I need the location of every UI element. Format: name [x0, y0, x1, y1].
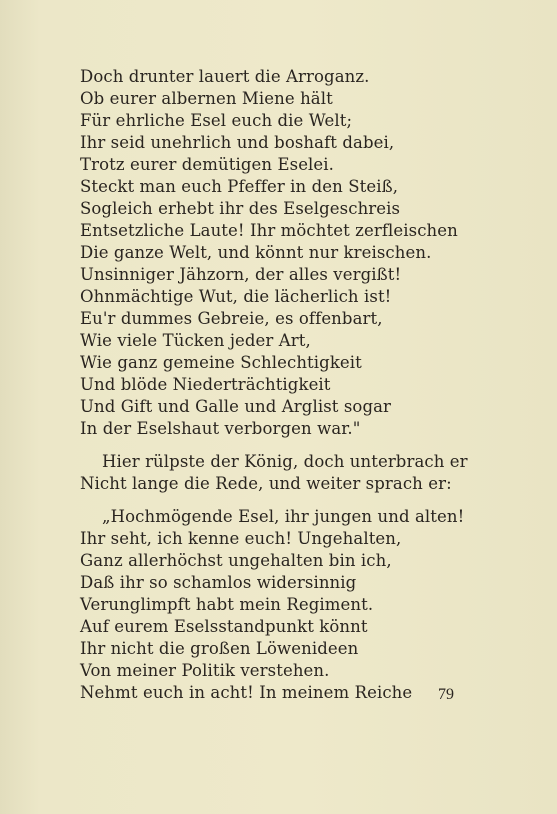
verse-line: Für ehrliche Esel euch die Welt; [80, 111, 353, 130]
verse-line: Die ganze Welt, und könnt nur kreischen. [80, 243, 432, 262]
poem-text [80, 66, 468, 704]
verse-line: Und Gift und Galle und Arglist sogar [80, 397, 392, 416]
verse-line: Von meiner Politik verstehen. [80, 661, 330, 680]
verse-line: Entsetzliche Laute! Ihr möchtet zerfleischen [80, 221, 458, 240]
verse-line: Steckt man euch Pfeffer in den Steiß, [80, 177, 399, 196]
stanza-1 [80, 66, 460, 440]
stanza-2 [80, 451, 468, 495]
stanza-3 [80, 506, 465, 704]
verse-line: Ihr seid unehrlich und boshaft dabei, [80, 133, 395, 152]
verse-line: Wie viele Tücken jeder Art, [80, 331, 311, 350]
stanza-gap [80, 440, 460, 451]
verse-line: In der Eselshaut verborgen war." [80, 419, 361, 438]
verse-line: Ob eurer albernen Miene hält [80, 89, 333, 108]
verse-line: Nicht lange die Rede, und weiter sprach er: [80, 474, 452, 493]
verse-line: Ohnmächtige Wut, die lächerlich ist! [80, 287, 392, 306]
verse-line: Ganz allerhöchst ungehalten bin ich, [80, 551, 392, 570]
verse-line: Verunglimpft habt mein Regiment. [80, 595, 374, 614]
verse-line: Wie ganz gemeine Schlechtigkeit [80, 353, 362, 372]
verse-line: Ihr seht, ich kenne euch! Ungehalten, [80, 529, 402, 548]
verse-line: Sogleich erhebt ihr des Eselgeschreis [80, 199, 401, 218]
verse-line: Und blöde Niederträchtigkeit [80, 375, 331, 394]
verse-line: Nehmt euch in acht! In meinem Reiche [80, 683, 413, 702]
stanza-gap [80, 495, 460, 506]
verse-line: „Hochmögende Esel, ihr jungen und alten! [102, 507, 465, 526]
verse-line: Ihr nicht die großen Löwenideen [80, 639, 359, 658]
verse-line: Hier rülpste der König, doch unterbrach er [102, 452, 468, 471]
verse-line: Auf eurem Eselsstandpunkt könnt [80, 617, 368, 636]
verse-line: Doch drunter lauert die Arroganz. [80, 67, 370, 86]
verse-line: Trotz eurer demütigen Eselei. [80, 155, 335, 174]
verse-line: Unsinniger Jähzorn, der alles vergißt! [80, 265, 402, 284]
page-number: 79 [438, 686, 454, 703]
verse-line: Eu'r dummes Gebreie, es offenbart, [80, 309, 383, 328]
verse-line: Daß ihr so schamlos widersinnig [80, 573, 357, 592]
